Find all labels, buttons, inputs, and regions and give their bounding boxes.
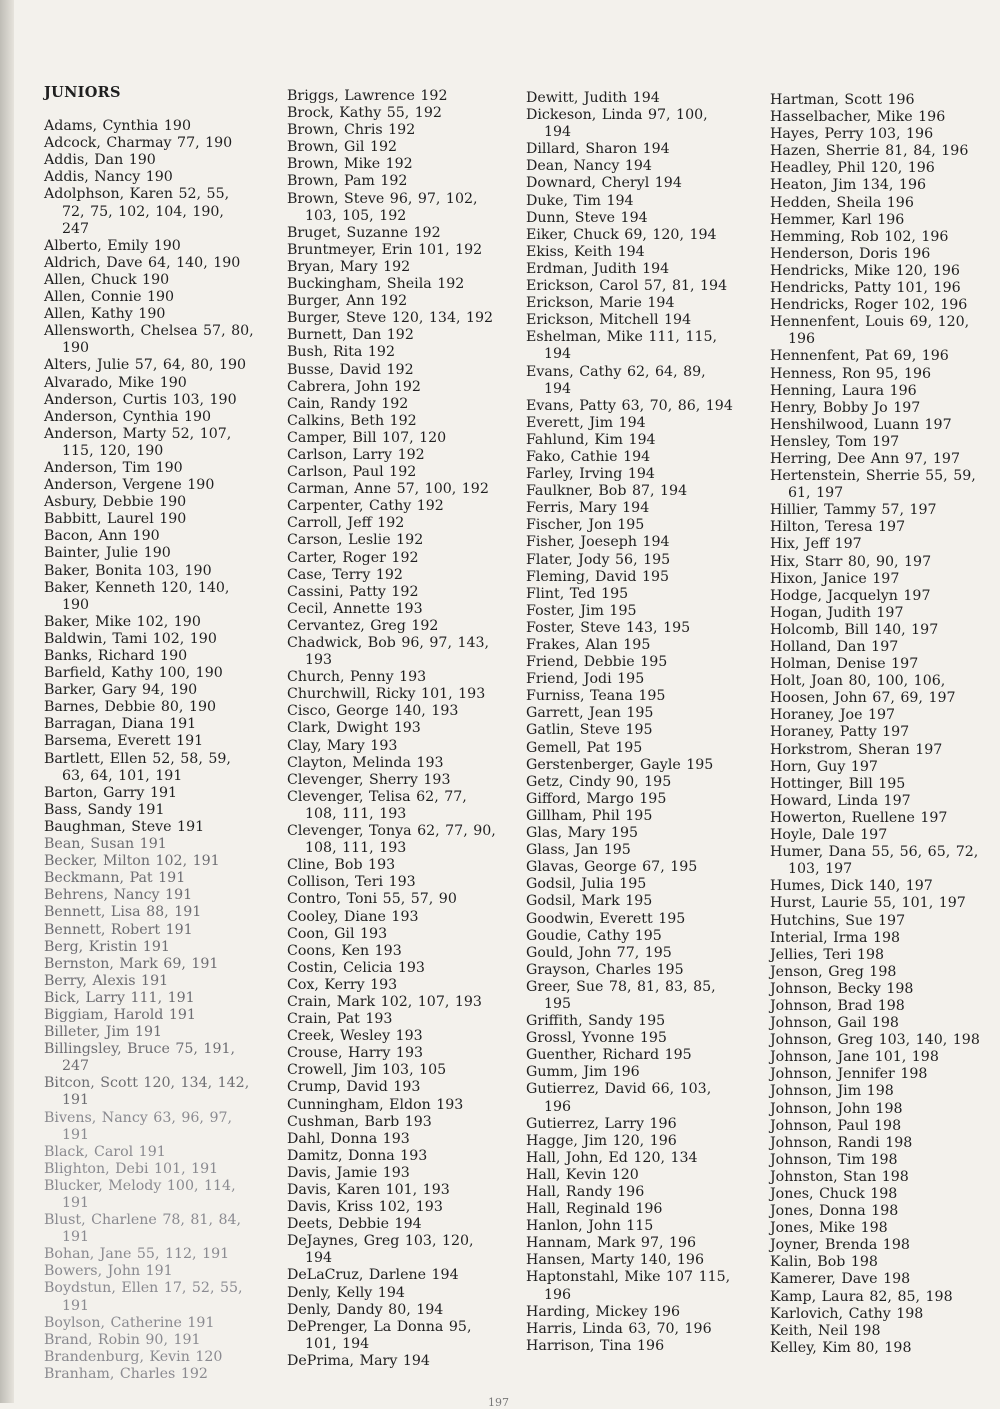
index-entry: Gutierrez, David 66, 103, 196 xyxy=(526,1081,712,1115)
index-entry: Hasselbacher, Mike 196 xyxy=(770,109,946,126)
index-entry: Carman, Anne 57, 100, 192 xyxy=(287,481,489,498)
index-entry: Haptonstahl, Mike 107 115, 196 xyxy=(526,1269,731,1303)
index-entry: Costin, Celicia 193 xyxy=(287,959,425,976)
index-entry: Dean, Nancy 194 xyxy=(526,158,652,175)
index-entry: Blighton, Debi 101, 191 xyxy=(44,1160,219,1177)
index-entry: Godsil, Julia 195 xyxy=(526,876,647,893)
index-entry: Johnston, Stan 198 xyxy=(770,1168,909,1185)
index-entry: Alters, Julie 57, 64, 80, 190 xyxy=(44,357,247,374)
index-entry: Carter, Roger 192 xyxy=(287,549,419,566)
index-entry: Hennenfent, Louis 69, 120, 196 xyxy=(770,314,970,348)
index-entry: Hurst, Laurie 55, 101, 197 xyxy=(770,895,966,912)
index-entry: Hartman, Scott 196 xyxy=(770,92,915,108)
index-entry: Damitz, Donna 193 xyxy=(287,1147,428,1164)
index-entry: Bruntmeyer, Erin 101, 192 xyxy=(287,241,483,258)
index-entry: Dahl, Donna 193 xyxy=(287,1130,410,1147)
index-entry: Bass, Sandy 191 xyxy=(44,801,165,818)
index-entry: Cooley, Diane 193 xyxy=(287,908,419,925)
index-entry: Erickson, Mitchell 194 xyxy=(526,312,692,329)
index-entry: Dillard, Sharon 194 xyxy=(526,141,670,158)
index-entry: Ekiss, Keith 194 xyxy=(526,243,645,260)
index-entry: Collison, Teri 193 xyxy=(287,874,416,891)
index-entry: Billingsley, Bruce 75, 191, 247 xyxy=(44,1041,236,1075)
index-entry: Goudie, Cathy 195 xyxy=(526,927,662,944)
index-entry: Church, Penny 193 xyxy=(287,669,427,686)
index-entry: Duke, Tim 194 xyxy=(526,192,634,209)
index-entry: Interial, Irma 198 xyxy=(770,929,901,946)
index-entry: DeLaCruz, Darlene 194 xyxy=(287,1267,459,1284)
index-entry: Holland, Dan 197 xyxy=(770,639,899,655)
index-entry: Bush, Rita 192 xyxy=(287,344,395,361)
index-entry: Johnson, Jane 101, 198 xyxy=(770,1049,939,1066)
index-entry: Fahlund, Kim 194 xyxy=(526,431,656,448)
index-entry: Anderson, Curtis 103, 190 xyxy=(44,391,237,408)
index-entry: Churchwill, Ricky 101, 193 xyxy=(287,686,486,703)
index-entry: Baker, Kenneth 120, 140, 190 xyxy=(44,579,230,613)
index-entry: Cassini, Patty 192 xyxy=(287,583,419,600)
index-entry: Johnson, Brad 198 xyxy=(770,997,905,1014)
index-entry: Asbury, Debbie 190 xyxy=(44,494,187,511)
index-entry: Gatlin, Steve 195 xyxy=(526,722,653,739)
index-entry: Kalin, Bob 198 xyxy=(770,1254,878,1271)
index-entry: Holt, Joan 80, 100, 106, xyxy=(770,673,946,690)
index-entry: Denly, Kelly 194 xyxy=(287,1284,405,1301)
index-entry: Brock, Kathy 55, 192 xyxy=(287,105,442,122)
index-entry: Hertenstein, Sherrie 55, 59, 61, 197 xyxy=(770,468,976,502)
index-entry: Burnett, Dan 192 xyxy=(287,327,414,344)
index-entry: Barsema, Everett 191 xyxy=(44,733,204,750)
index-entry: Hedden, Sheila 196 xyxy=(770,194,914,211)
index-entry: Addis, Dan 190 xyxy=(44,152,156,169)
index-entry: Bainter, Julie 190 xyxy=(44,545,171,562)
index-entry: Hix, Starr 80, 90, 197 xyxy=(770,553,932,570)
index-entry: Carlson, Paul 192 xyxy=(287,464,417,481)
index-entry: Godsil, Mark 195 xyxy=(526,893,653,910)
index-entry: Gould, John 77, 195 xyxy=(526,944,672,961)
index-entry: Gifford, Margo 195 xyxy=(526,790,667,807)
index-entry: Erickson, Marie 194 xyxy=(526,295,675,312)
index-entry: Evans, Patty 63, 70, 86, 194 xyxy=(526,397,733,414)
index-entry: Cline, Bob 193 xyxy=(287,857,396,874)
index-entry: Anderson, Marty 52, 107, 115, 120, 190 xyxy=(44,425,232,459)
index-entry: Blust, Charlene 78, 81, 84, 191 xyxy=(44,1212,242,1246)
index-entry: Bick, Larry 111, 191 xyxy=(44,989,195,1006)
index-entry: Coon, Gil 193 xyxy=(287,925,388,942)
index-entry: Babbitt, Laurel 190 xyxy=(44,511,187,528)
index-entry: DePrenger, La Donna 95, 101, 194 xyxy=(287,1318,472,1352)
index-entry: Brown, Mike 192 xyxy=(287,156,413,173)
index-entry: Chadwick, Bob 96, 97, 143, 193 xyxy=(287,635,490,669)
index-entry: Hagge, Jim 120, 196 xyxy=(526,1132,677,1149)
index-entry: Briggs, Lawrence 192 xyxy=(287,88,448,104)
index-entry: Kamerer, Dave 198 xyxy=(770,1271,911,1288)
index-entry: Alvarado, Mike 190 xyxy=(44,374,187,391)
index-entry: Johnson, Jim 198 xyxy=(770,1083,894,1100)
index-entry: Adcock, Charmay 77, 190 xyxy=(44,135,233,152)
index-entry: Hendricks, Mike 120, 196 xyxy=(770,262,960,279)
index-entry: Carson, Leslie 192 xyxy=(287,532,424,549)
index-entry: Flater, Jody 56, 195 xyxy=(526,551,671,568)
index-entry: Erdman, Judith 194 xyxy=(526,260,670,277)
index-entry: Bowers, John 191 xyxy=(44,1263,173,1280)
index-entry: Hendricks, Roger 102, 196 xyxy=(770,297,968,314)
index-entry: Hendricks, Patty 101, 196 xyxy=(770,280,961,297)
index-entry: Bean, Susan 191 xyxy=(44,836,167,853)
index-entry: Gerstenberger, Gayle 195 xyxy=(526,756,714,773)
index-entry: Fleming, David 195 xyxy=(526,568,670,585)
index-entry: Humer, Dana 55, 56, 65, 72, 103, 197 xyxy=(770,844,979,878)
index-entry: Dunn, Steve 194 xyxy=(526,209,648,226)
index-entry: Hansen, Marty 140, 196 xyxy=(526,1252,704,1269)
index-entry: Erickson, Carol 57, 81, 194 xyxy=(526,278,728,295)
index-entry: Cisco, George 140, 193 xyxy=(287,703,459,720)
index-entry: Branham, Charles 192 xyxy=(44,1365,208,1382)
index-entry: Henning, Laura 196 xyxy=(770,382,917,399)
index-entry: Jenson, Greg 198 xyxy=(770,963,897,980)
index-entry: Cervantez, Greg 192 xyxy=(287,617,439,634)
index-entry: Blucker, Melody 100, 114, 191 xyxy=(44,1177,236,1211)
index-entry: Henness, Ron 95, 196 xyxy=(770,365,932,382)
index-entry: Clevenger, Telisa 62, 77, 108, 111, 193 xyxy=(287,788,467,822)
index-entry: Kelley, Kim 80, 198 xyxy=(770,1339,912,1356)
index-entry: Grossl, Yvonne 195 xyxy=(526,1030,667,1047)
index-entry: Carlson, Larry 192 xyxy=(287,446,425,463)
index-entry: Eiker, Chuck 69, 120, 194 xyxy=(526,226,717,243)
index-entry: Johnson, Jennifer 198 xyxy=(770,1066,928,1083)
index-entry: Henshilwood, Luann 197 xyxy=(770,416,952,433)
index-entry: Crowell, Jim 103, 105 xyxy=(287,1062,447,1079)
index-entry: Berry, Alexis 191 xyxy=(44,972,169,989)
index-entry: Bruget, Suzanne 192 xyxy=(287,224,441,241)
index-entry: Karlovich, Cathy 198 xyxy=(770,1305,924,1322)
index-entry: Everett, Jim 194 xyxy=(526,414,646,431)
index-entry: Addis, Nancy 190 xyxy=(44,169,173,186)
index-entry: Henderson, Doris 196 xyxy=(770,245,931,262)
index-entry: Hoyle, Dale 197 xyxy=(770,827,888,844)
index-page xyxy=(44,80,984,1380)
index-entry: Bernston, Mark 69, 191 xyxy=(44,955,219,972)
index-entry: Frakes, Alan 195 xyxy=(526,637,651,653)
index-entry: Buckingham, Sheila 192 xyxy=(287,276,465,293)
index-entry: Headley, Phil 120, 196 xyxy=(770,160,935,177)
index-entry: Allen, Kathy 190 xyxy=(44,306,166,323)
index-entry: Gillham, Phil 195 xyxy=(526,807,653,824)
index-entry: Hoosen, John 67, 69, 197 xyxy=(770,690,956,707)
index-entry: Hanlon, John 115 xyxy=(526,1218,654,1235)
index-entry: Case, Terry 192 xyxy=(287,566,403,583)
index-entry: Johnson, John 198 xyxy=(770,1100,903,1117)
index-entry: Johnson, Becky 198 xyxy=(770,980,914,997)
index-entry: Burger, Ann 192 xyxy=(287,293,408,310)
index-entry: Davis, Jamie 193 xyxy=(287,1164,410,1181)
index-entry: Crain, Mark 102, 107, 193 xyxy=(287,993,482,1010)
index-entry: Glass, Jan 195 xyxy=(526,842,631,859)
index-entry: Holcomb, Bill 140, 197 xyxy=(770,621,939,638)
index-entry: Hilton, Teresa 197 xyxy=(770,519,906,536)
index-entry: Cabrera, John 192 xyxy=(287,378,421,395)
index-entry: Bacon, Ann 190 xyxy=(44,528,160,545)
index-entry: Hixon, Janice 197 xyxy=(770,570,900,587)
index-entry: Clayton, Melinda 193 xyxy=(287,754,444,771)
index-entry: Keith, Neil 198 xyxy=(770,1322,881,1339)
index-entry: Hemmer, Karl 196 xyxy=(770,211,905,228)
index-entry: Bennett, Lisa 88, 191 xyxy=(44,904,202,921)
index-entry: Foster, Steve 143, 195 xyxy=(526,619,691,636)
index-entry: Howerton, Ruellene 197 xyxy=(770,809,948,826)
index-entry: Cecil, Annette 193 xyxy=(287,600,423,617)
section-title: JUNIORS xyxy=(44,84,121,101)
index-entry: Faulkner, Bob 87, 194 xyxy=(526,483,688,500)
index-entry: Hutchins, Sue 197 xyxy=(770,912,906,929)
index-entry: Harrison, Tina 196 xyxy=(526,1337,665,1354)
index-column-3 xyxy=(526,90,738,1355)
index-entry: Heaton, Jim 134, 196 xyxy=(770,177,926,194)
index-entry: Brown, Pam 192 xyxy=(287,173,408,190)
index-entry: Griffith, Sandy 195 xyxy=(526,1013,666,1030)
index-entry: Downard, Cheryl 194 xyxy=(526,175,682,192)
index-entry: Harding, Mickey 196 xyxy=(526,1303,681,1320)
index-entry: Banks, Richard 190 xyxy=(44,648,188,664)
index-entry: Barfield, Kathy 100, 190 xyxy=(44,665,223,682)
index-entry: Crouse, Harry 193 xyxy=(287,1045,424,1062)
index-entry: Cox, Kerry 193 xyxy=(287,976,398,993)
index-entry: Busse, David 192 xyxy=(287,361,414,378)
index-entry: Horkstrom, Sheran 197 xyxy=(770,741,943,758)
index-entry: Johnson, Greg 103, 140, 198 xyxy=(770,1032,980,1049)
index-entry: Clay, Mary 193 xyxy=(287,737,398,754)
index-entry: Fisher, Joeseph 194 xyxy=(526,534,670,551)
index-entry: Bivens, Nancy 63, 96, 97, 191 xyxy=(44,1109,233,1143)
index-entry: Deets, Debbie 194 xyxy=(287,1216,422,1233)
index-entry: Clevenger, Sherry 193 xyxy=(287,771,451,788)
index-entry: Boylson, Catherine 191 xyxy=(44,1314,215,1331)
index-entry: Brandenburg, Kevin 120 xyxy=(44,1348,223,1365)
index-entry: Billeter, Jim 191 xyxy=(44,1024,163,1041)
index-entry: Black, Carol 191 xyxy=(44,1143,166,1160)
index-entry: Carpenter, Cathy 192 xyxy=(287,498,444,515)
index-column-4 xyxy=(770,92,982,1357)
index-entry: Cushman, Barb 193 xyxy=(287,1113,432,1130)
index-entry: Adams, Cynthia 190 xyxy=(44,118,191,135)
index-entry: Guenther, Richard 195 xyxy=(526,1047,692,1064)
index-entry: Evans, Cathy 62, 64, 89, 194 xyxy=(526,363,706,397)
index-entry: Clark, Dwight 193 xyxy=(287,720,421,737)
index-entry: Alberto, Emily 190 xyxy=(44,237,181,254)
index-entry: Baker, Bonita 103, 190 xyxy=(44,562,212,579)
index-entry: Beckmann, Pat 191 xyxy=(44,870,186,887)
index-entry: Coons, Ken 193 xyxy=(287,942,402,959)
index-entry: Brown, Chris 192 xyxy=(287,122,416,139)
index-entry: Herring, Dee Ann 97, 197 xyxy=(770,450,960,467)
index-entry: Friend, Debbie 195 xyxy=(526,654,668,671)
index-entry: Biggiam, Harold 191 xyxy=(44,1006,196,1023)
index-entry: Eshelman, Mike 111, 115, 194 xyxy=(526,329,718,363)
index-entry: Johnson, Paul 198 xyxy=(770,1117,902,1134)
index-entry: Glas, Mary 195 xyxy=(526,825,639,842)
index-entry: Greer, Sue 78, 81, 83, 85, 195 xyxy=(526,978,716,1012)
index-entry: Johnson, Gail 198 xyxy=(770,1015,899,1032)
index-entry: Fako, Cathie 194 xyxy=(526,448,651,465)
index-entry: Davis, Karen 101, 193 xyxy=(287,1182,450,1198)
index-entry: Hogan, Judith 197 xyxy=(770,604,904,621)
index-column-2 xyxy=(287,88,499,1370)
index-entry: Johnson, Randi 198 xyxy=(770,1134,913,1151)
index-entry: Baughman, Steve 191 xyxy=(44,818,205,835)
index-entry: Bennett, Robert 191 xyxy=(44,921,193,938)
page-binding-edge xyxy=(0,0,14,1403)
index-entry: Cain, Randy 192 xyxy=(287,395,409,412)
index-column-1 xyxy=(44,80,254,1383)
index-entry: Goodwin, Everett 195 xyxy=(526,910,686,927)
index-entry: Bohan, Jane 55, 112, 191 xyxy=(44,1246,230,1263)
index-entry: Henry, Bobby Jo 197 xyxy=(770,399,921,416)
index-entry: Harris, Linda 63, 70, 196 xyxy=(526,1320,712,1337)
index-entry: Clevenger, Tonya 62, 77, 90, 108, 111, 193 xyxy=(287,823,496,857)
index-entry: Jones, Chuck 198 xyxy=(770,1186,898,1202)
index-entry: Hennenfent, Pat 69, 196 xyxy=(770,348,949,365)
index-entry: Denly, Dandy 80, 194 xyxy=(287,1301,444,1318)
index-entry: Hillier, Tammy 57, 197 xyxy=(770,502,937,519)
index-entry: Becker, Milton 102, 191 xyxy=(44,853,220,870)
index-entry: Carroll, Jeff 192 xyxy=(287,515,405,532)
index-entry: Berg, Kristin 191 xyxy=(44,938,170,955)
index-entry: Dewitt, Judith 194 xyxy=(526,90,660,106)
index-entry: Holman, Denise 197 xyxy=(770,656,919,673)
index-entry: Barton, Garry 191 xyxy=(44,784,178,801)
index-entry: Hemming, Rob 102, 196 xyxy=(770,228,949,245)
index-entry: Joyner, Brenda 198 xyxy=(770,1237,910,1254)
index-entry: Behrens, Nancy 191 xyxy=(44,887,193,904)
index-entry: Hensley, Tom 197 xyxy=(770,433,900,450)
index-entry: Creek, Wesley 193 xyxy=(287,1028,423,1045)
index-entry: Brown, Gil 192 xyxy=(287,139,398,156)
index-entry: Horaney, Joe 197 xyxy=(770,707,896,724)
index-entry: Hannam, Mark 97, 196 xyxy=(526,1235,697,1252)
index-entry: Hix, Jeff 197 xyxy=(770,536,862,553)
index-entry: Bitcon, Scott 120, 134, 142, 191 xyxy=(44,1075,250,1109)
index-entry: Kamp, Laura 82, 85, 198 xyxy=(770,1288,953,1305)
index-entry: Furniss, Teana 195 xyxy=(526,688,666,705)
index-entry: Hayes, Perry 103, 196 xyxy=(770,126,934,143)
index-entry: Gumm, Jim 196 xyxy=(526,1064,640,1081)
index-entry: Hottinger, Bill 195 xyxy=(770,775,906,792)
index-entry: Aldrich, Dave 64, 140, 190 xyxy=(44,254,241,271)
index-entry: Jones, Donna 198 xyxy=(770,1203,899,1220)
index-entry: Hall, Randy 196 xyxy=(526,1184,645,1200)
index-entry: Allensworth, Chelsea 57, 80, 190 xyxy=(44,323,254,357)
index-entry: Grayson, Charles 195 xyxy=(526,961,684,978)
index-entry: DeJaynes, Greg 103, 120, 194 xyxy=(287,1233,474,1267)
index-entry: Anderson, Vergene 190 xyxy=(44,477,215,494)
index-entry: Garrett, Jean 195 xyxy=(526,705,654,722)
index-entry: Dickeson, Linda 97, 100, 194 xyxy=(526,107,708,141)
index-entry: Crain, Pat 193 xyxy=(287,1011,393,1028)
index-entry: Howard, Linda 197 xyxy=(770,792,911,809)
index-entry: Glavas, George 67, 195 xyxy=(526,859,698,876)
index-entry: Barragan, Diana 191 xyxy=(44,716,197,733)
page-number: 197 xyxy=(488,1396,509,1409)
index-entry: Bryan, Mary 192 xyxy=(287,258,411,275)
index-entry: Friend, Jodi 195 xyxy=(526,671,645,688)
index-entry: Hodge, Jacquelyn 197 xyxy=(770,587,931,604)
index-entry: Barnes, Debbie 80, 190 xyxy=(44,699,217,716)
index-entry: Fischer, Jon 195 xyxy=(526,517,645,534)
index-entry: Boydstun, Ellen 17, 52, 55, 191 xyxy=(44,1280,243,1314)
index-entry: Hall, Kevin 120 xyxy=(526,1166,639,1183)
index-entry: Contro, Toni 55, 57, 90 xyxy=(287,891,457,908)
index-entry: Baker, Mike 102, 190 xyxy=(44,613,201,630)
index-entry: Bartlett, Ellen 52, 58, 59, 63, 64, 101, 191 xyxy=(44,750,231,784)
index-entry: Crump, David 193 xyxy=(287,1079,421,1096)
index-entry: Barker, Gary 94, 190 xyxy=(44,682,198,699)
index-entry: Flint, Ted 195 xyxy=(526,585,629,602)
index-entry: Horaney, Patty 197 xyxy=(770,724,910,741)
index-entry: Anderson, Cynthia 190 xyxy=(44,408,212,425)
index-entry: Ferris, Mary 194 xyxy=(526,500,650,517)
index-entry: Brand, Robin 90, 191 xyxy=(44,1331,201,1348)
index-entry: Hall, John, Ed 120, 134 xyxy=(526,1149,698,1166)
index-entry: Allen, Chuck 190 xyxy=(44,271,170,288)
index-entry: Horn, Guy 197 xyxy=(770,758,878,775)
index-entry: Humes, Dick 140, 197 xyxy=(770,878,933,895)
index-entry: Hazen, Sherrie 81, 84, 196 xyxy=(770,143,969,160)
index-entry: Brown, Steve 96, 97, 102, 103, 105, 192 xyxy=(287,190,478,224)
index-entry: Gemell, Pat 195 xyxy=(526,739,643,756)
index-entry: Johnson, Tim 198 xyxy=(770,1151,898,1168)
index-entry: Jellies, Teri 198 xyxy=(770,946,885,963)
index-entry: Hall, Reginald 196 xyxy=(526,1201,663,1218)
index-entry: Allen, Connie 190 xyxy=(44,289,175,306)
index-entry: Camper, Bill 107, 120 xyxy=(287,429,447,446)
index-entry: Burger, Steve 120, 134, 192 xyxy=(287,310,494,327)
index-entry: Davis, Kriss 102, 193 xyxy=(287,1199,443,1216)
index-entry: Farley, Irving 194 xyxy=(526,466,655,483)
index-entry: Gutierrez, Larry 196 xyxy=(526,1115,677,1132)
index-entry: Calkins, Beth 192 xyxy=(287,412,417,429)
index-entry: Jones, Mike 198 xyxy=(770,1220,888,1237)
index-entry: Anderson, Tim 190 xyxy=(44,459,183,476)
index-entry: Baldwin, Tami 102, 190 xyxy=(44,630,217,647)
index-entry: Cunningham, Eldon 193 xyxy=(287,1096,464,1113)
index-entry: Getz, Cindy 90, 195 xyxy=(526,773,672,790)
index-entry: Adolphson, Karen 52, 55, 72, 75, 102, 104, 190, 247 xyxy=(44,186,230,237)
index-entry: Foster, Jim 195 xyxy=(526,602,637,619)
index-entry: DePrima, Mary 194 xyxy=(287,1352,430,1369)
